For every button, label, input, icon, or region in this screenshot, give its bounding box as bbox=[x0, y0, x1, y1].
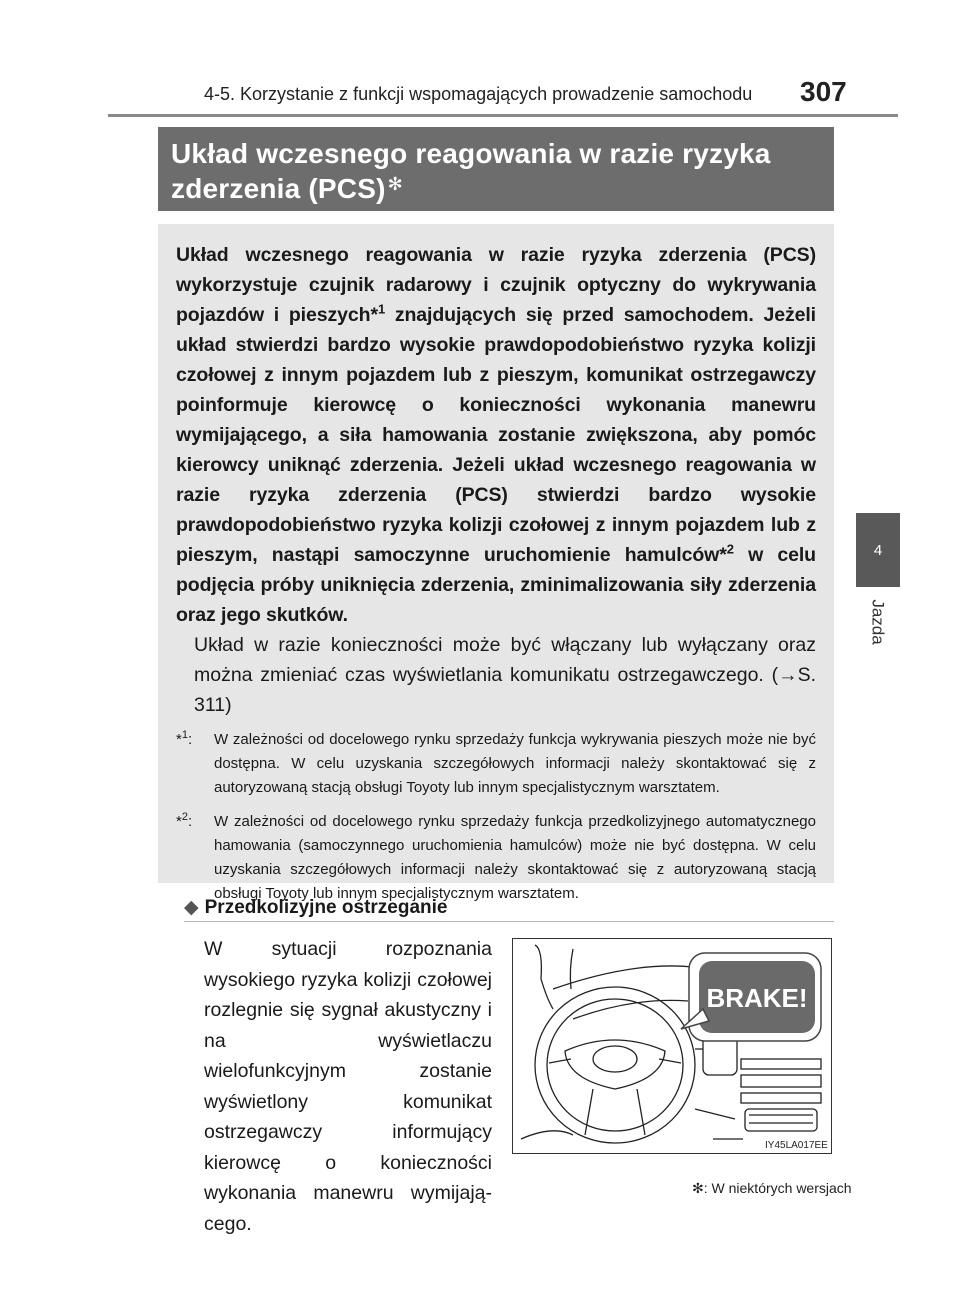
dashboard-illustration bbox=[512, 938, 832, 1154]
diamond-bullet-icon: ◆ bbox=[184, 897, 199, 918]
figure-code: IY45LA017EE bbox=[765, 1140, 828, 1151]
chapter-label: Jazda bbox=[869, 599, 888, 645]
steering-wheel-icon bbox=[513, 939, 832, 1154]
intro-paragraph: Układ wczesnego reagowania w razie ryzyka zderzenia (PCS) wykorzystuje czujnik radarowy i czujnik optyczny do wykrywania pojazdów i pieszych*$^1$ znajdujących się przed samochodem. Jeżeli układ stwierdzi bardzo wysokie prawdopodobieństwo ryzyka kolizji czołowej z innym pojazdem lub z pieszym, komunikat ostrzegawczy poinformuje kierowcę o konieczności wykonania manewru wymijającego, a siła hamowania zostanie zwiększona, aby pomóc kierowcy uniknąć zderzenia. Jeżeli układ wczesnego reagowania w razie ryzyka zderzenia (PCS) stwierdzi bardzo wysokie prawdopodobieństwo ryzyka kolizji czołowej z innym pojazdem lub z pieszym, nastąpi samoczynne uruchomienie hamulców*$^2$ w celu podjęcia próby uniknięcia zderzenia, zminimalizowania siły zderzenia oraz jego skutków. bbox=[176, 244, 816, 626]
intro-box bbox=[158, 224, 834, 902]
chapter-tab[interactable] bbox=[856, 513, 900, 587]
header-section-title: 4-5. Korzystanie z funkcji wspomagających prowadzenie samochodu bbox=[204, 84, 753, 104]
subheading-rule bbox=[184, 921, 834, 922]
footnote-2: *$^2$: W zależności od docelowego rynku sprzedaży funkcja przedkolizyjnego automatycznego hamowania (samoczynnego uruchomienia hamulców) może nie być dostępna. W celu uzyskania szczegółowych informacji należy skontaktować się z autoryzowaną stacją obsługi Toyoty lub innym specjalistycznym warsztatem. bbox=[176, 811, 816, 902]
page-number: 307 bbox=[800, 76, 847, 107]
brake-warning-text: BRAKE! bbox=[706, 983, 808, 1013]
subheading: ◆ Przedkolizyjne ostrzeganie bbox=[184, 897, 448, 918]
chapter-number: 4 bbox=[873, 541, 883, 559]
title-line-2: zderzenia (PCS) ✻ bbox=[171, 173, 403, 204]
footnote-1: *$^1$: W zależności od docelowego rynku sprzedaży funkcja wykrywania pieszych może nie być dostępna. W celu uzyskania szczegółowych informacji należy skontaktować się z autoryzowaną stacją obsługi Toyoty lub innym specjalistycznym warsztatem. bbox=[176, 729, 816, 796]
title-banner bbox=[158, 127, 834, 211]
body-paragraph: W sytuacji rozpoznania wysokiego ryzyka kolizji czołowej rozlegnie się sygnał akustyczny i na wyświetlaczu wielofunkcyjnym zostanie wyświetlony komunikat ostrzegawczy informujący kierowcę o konieczności wykonania manewru wymijają- cego. bbox=[204, 938, 492, 1235]
star-footnote: ✻: W niektórych wersjach bbox=[692, 1180, 852, 1196]
title-asterisk-mark: ✻ bbox=[387, 174, 403, 194]
header-rule bbox=[108, 114, 898, 117]
title-line-1: Układ wczesnego reagowania w razie ryzyka bbox=[171, 138, 771, 169]
intro-note: Układ w razie konieczności może być włączany lub wyłączany oraz można zmieniać czas wyświetlania komunikatu ostrzegawczego. (→S. 311) bbox=[194, 634, 816, 716]
